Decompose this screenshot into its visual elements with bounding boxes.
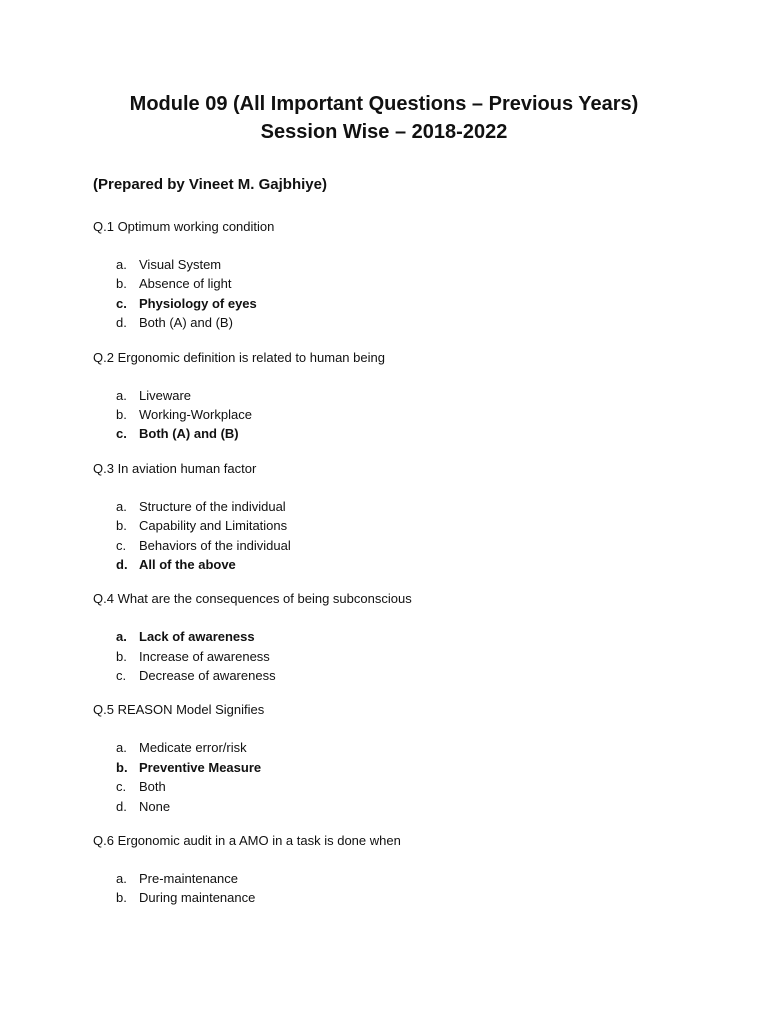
answer-option-correct [93,758,693,777]
option-label: Pre-maintenance [139,871,238,887]
answer-option-correct [93,555,693,574]
answer-option [93,516,693,535]
document-subtitle: Session Wise – 2018-2022 [260,121,508,143]
option-letter: d. [116,798,127,814]
option-letter: a. [116,387,127,403]
option-letter: b. [116,648,127,664]
answer-option-correct [93,294,693,313]
question-text: Q.5 REASON Model Signifies [93,702,265,718]
option-label: Preventive Measure [139,759,262,775]
option-letter: c. [116,537,127,553]
option-letter: c. [116,668,127,684]
option-letter: a. [116,871,127,887]
question-text: Q.4 What are the consequences of being subconscious [93,591,412,607]
option-letter: b. [116,406,127,422]
question-text: Q.1 Optimum working condition [93,219,275,234]
option-letter: a. [116,629,127,645]
option-label: Decrease of awareness [139,668,276,684]
answer-option [93,313,693,332]
answer-option [93,647,693,666]
option-label: Both (A) and (B) [139,315,233,331]
question-text: Q.2 Ergonomic definition is related to human being [93,349,385,365]
option-label: Visual System [139,257,222,272]
option-letter: b. [116,276,127,292]
answer-option [93,888,693,907]
option-list [93,497,693,575]
answer-option [93,274,693,293]
answer-option [93,255,693,274]
option-letter: b. [116,759,128,775]
option-letter: a. [116,740,127,756]
answer-option [93,777,693,796]
option-label: Both [139,779,166,795]
answer-option [93,386,693,405]
option-label: Both (A) and (B) [139,426,239,442]
question-block [93,459,693,575]
option-label: Increase of awareness [139,648,270,664]
question-block [93,589,693,685]
option-list [93,869,693,908]
option-label: Medicate error/risk [139,740,247,756]
option-letter: c. [116,779,127,795]
answer-option [93,869,693,888]
option-letter: a. [116,498,127,514]
answer-option [93,666,693,685]
option-label: Lack of awareness [139,629,255,645]
question-block [93,348,693,444]
option-list [93,386,693,444]
question-block [93,700,693,816]
option-list [93,627,693,685]
option-letter: d. [116,315,127,331]
option-letter: a. [116,257,127,272]
answer-option-correct [93,424,693,443]
answer-option [93,797,693,816]
question-text: Q.3 In aviation human factor [93,460,257,476]
option-list [93,255,693,333]
option-letter: b. [116,890,127,906]
option-letter: c. [116,426,127,442]
question-block [93,217,693,333]
option-label: Liveware [139,387,192,403]
option-list [93,738,693,816]
option-label: Behaviors of the individual [139,537,291,553]
option-label: Absence of light [139,276,232,292]
question-text: Q.6 Ergonomic audit in a AMO in a task is done when [93,833,401,849]
question-block [93,831,693,908]
answer-option [93,497,693,516]
option-label: Working-Workplace [139,406,252,422]
document-title: Module 09 (All Important Questions – Previous Years) [129,93,639,115]
answer-option [93,405,693,424]
title-block [0,90,768,146]
answer-option [93,536,693,555]
option-label: Capability and Limitations [139,518,288,534]
answer-option [93,738,693,757]
option-label: None [139,798,171,814]
option-letter: c. [116,295,127,311]
option-label: During maintenance [139,890,256,906]
option-label: Physiology of eyes [139,295,257,311]
option-letter: d. [116,556,128,572]
option-label: All of the above [139,556,236,572]
author-line: (Prepared by Vineet M. Gajbhiye) [93,176,327,193]
option-label: Structure of the individual [139,498,286,514]
answer-option-correct [93,627,693,646]
question-list [93,217,693,923]
option-letter: b. [116,518,127,534]
